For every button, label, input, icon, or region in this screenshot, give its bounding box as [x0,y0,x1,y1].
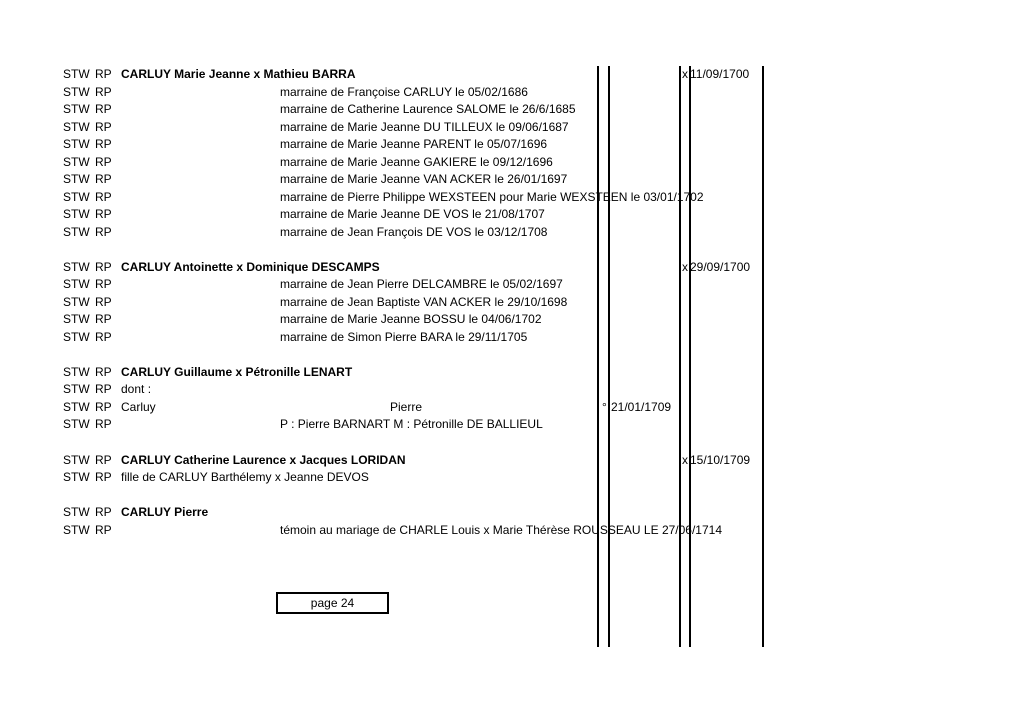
source-code: STW [63,453,90,467]
source-code: STW [63,190,90,204]
entry-row [0,311,1024,328]
entry-row [0,84,1024,101]
marriage-mark: x [682,260,688,274]
entry-detail: marraine de Marie Jeanne VAN ACKER le 26/01/1697 [280,172,568,186]
entry-row [0,452,1024,469]
entry-row [0,66,1024,83]
entry-detail: marraine de Marie Jeanne GAKIERE le 09/12/1696 [280,155,553,169]
register-code: RP [95,207,112,221]
register-code: RP [95,155,112,169]
page-number: page 24 [310,596,355,610]
entry-detail: marraine de Pierre Philippe WEXSTEEN pour Marie WEXSTEEN le 03/01/1702 [280,190,704,204]
source-code: STW [63,312,90,326]
source-code: STW [63,330,90,344]
source-code: STW [63,417,90,431]
marriage-mark: x [682,453,688,467]
couple-name: CARLUY Guillaume x Pétronille LENART [121,365,353,379]
entry-detail: marraine de Marie Jeanne DU TILLEUX le 09/06/1687 [280,120,569,134]
source-code: STW [63,225,90,239]
source-code: STW [63,85,90,99]
source-code: STW [63,295,90,309]
source-code: STW [63,505,90,519]
register-code: RP [95,417,112,431]
register-code: RP [95,312,112,326]
entry-detail: marraine de Marie Jeanne DE VOS le 21/08/1707 [280,207,545,221]
register-code: RP [95,330,112,344]
entry-row [0,206,1024,223]
register-code: RP [95,67,112,81]
marriage-date: 11/09/1700 [690,67,750,81]
entry-text: fille de CARLUY Barthélemy x Jeanne DEVOS [121,470,369,484]
register-code: RP [95,453,112,467]
entry-detail: marraine de Jean Pierre DELCAMBRE le 05/02/1697 [280,277,563,291]
source-code: STW [63,277,90,291]
register-code: RP [95,172,112,186]
couple-name: CARLUY Catherine Laurence x Jacques LORIDAN [121,453,406,467]
child-firstname: Pierre [390,400,423,414]
source-code: STW [63,470,90,484]
entry-row [0,522,1024,539]
couple-name: CARLUY Marie Jeanne x Mathieu BARRA [121,67,356,81]
entry-row [0,136,1024,153]
source-code: STW [63,172,90,186]
entry-row [0,504,1024,521]
entry-detail: marraine de Marie Jeanne BOSSU le 04/06/1702 [280,312,542,326]
source-code: STW [63,400,90,414]
baptism-date: 21/01/1709 [611,400,672,414]
source-code: STW [63,137,90,151]
entry-row [0,469,1024,486]
entry-row [0,189,1024,206]
source-code: STW [63,120,90,134]
entry-row [0,259,1024,276]
register-code: RP [95,400,112,414]
child-surname: Carluy [121,400,156,414]
source-code: STW [63,365,90,379]
entry-row [0,224,1024,241]
marriage-date: 15/10/1709 [690,453,751,467]
page-number-box [276,592,389,614]
marriage-date: 29/09/1700 [690,260,751,274]
baptism-mark: ° [602,400,607,414]
entry-detail: marraine de Jean François DE VOS le 03/12/1708 [280,225,548,239]
entry-detail: marraine de Jean Baptiste VAN ACKER le 29/10/1698 [280,295,568,309]
register-code: RP [95,225,112,239]
entry-row [0,294,1024,311]
source-code: STW [63,523,90,537]
entry-row [0,329,1024,346]
entry-row [0,416,1024,433]
couple-name: CARLUY Antoinette x Dominique DESCAMPS [121,260,380,274]
entry-detail: marraine de Simon Pierre BARA le 29/11/1705 [280,330,528,344]
entry-detail: marraine de Catherine Laurence SALOME le 26/6/1685 [280,102,576,116]
entry-row [0,381,1024,398]
register-code: RP [95,137,112,151]
marriage-mark: x [682,67,688,81]
register-code: RP [95,190,112,204]
entry-row [0,276,1024,293]
register-code: RP [95,365,112,379]
source-code: STW [63,102,90,116]
register-code: RP [95,120,112,134]
entry-text: dont : [121,382,152,396]
entry-detail: marraine de Françoise CARLUY le 05/02/1686 [280,85,528,99]
register-code: RP [95,277,112,291]
register-code: RP [95,85,112,99]
entry-row [0,364,1024,381]
entry-detail: marraine de Marie Jeanne PARENT le 05/07/1696 [280,137,548,151]
register-code: RP [95,382,112,396]
entry-row [0,171,1024,188]
source-code: STW [63,67,90,81]
register-code: RP [95,102,112,116]
entry-detail: P : Pierre BARNART M : Pétronille DE BALLIEUL [280,417,543,431]
register-code: RP [95,295,112,309]
source-code: STW [63,155,90,169]
source-code: STW [63,382,90,396]
register-code: RP [95,505,112,519]
entry-row [0,119,1024,136]
register-code: RP [95,523,112,537]
entry-row [0,399,1024,416]
couple-name: CARLUY Pierre [121,505,209,519]
entry-detail: témoin au mariage de CHARLE Louis x Marie Thérèse ROUSSEAU LE 27/06/1714 [280,523,723,537]
entry-row [0,154,1024,171]
source-code: STW [63,260,90,274]
source-code: STW [63,207,90,221]
entry-row [0,101,1024,118]
register-code: RP [95,470,112,484]
register-code: RP [95,260,112,274]
